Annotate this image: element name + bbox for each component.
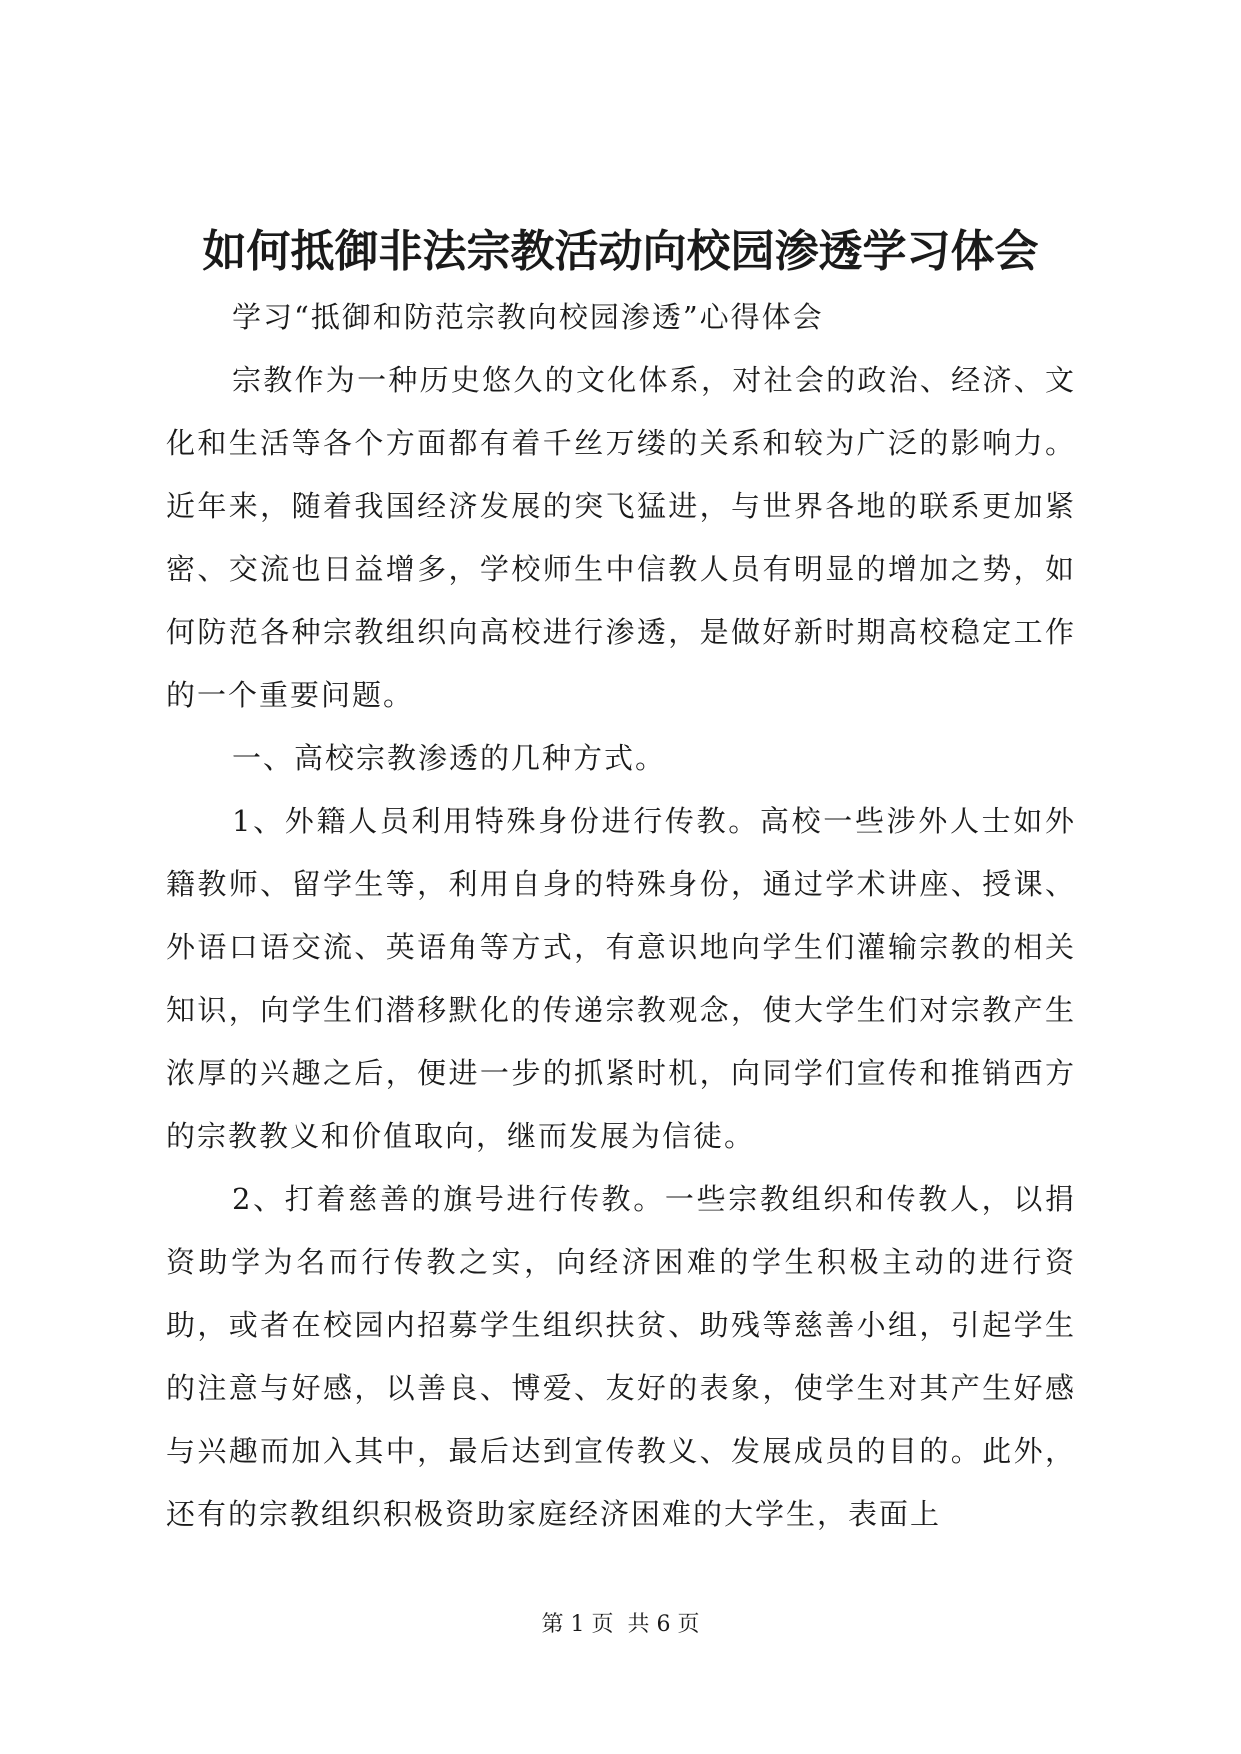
- section-heading: 一、高校宗教渗透的几种方式。: [232, 741, 667, 775]
- paragraph-item-1: 1、外籍人员利用特殊身份进行传教。高校一些涉外人士如外籍教师、留学生等，利用自身的特殊身份，通过学术讲座、授课、外语口语交流、英语角等方式，有意识地向学生们灌输宗教的相关知识，向学生们潜移默化的传递宗教观念，使大学生们对宗教产生浓厚的兴趣之后，便进一步的抓紧时机，向同学们宣传和推销西方的宗教教义和价值取向，继而发展为信徒。: [166, 804, 1076, 1153]
- paragraph-intro: 宗教作为一种历史悠久的文化体系，对社会的政治、经济、文化和生活等各个方面都有着千丝万缕的关系和较为广泛的影响力。近年来，随着我国经济发展的突飞猛进，与世界各地的联系更加紧密、交流也日益增多，学校师生中信教人员有明显的增加之势，如何防范各种宗教组织向高校进行渗透，是做好新时期高校稳定工作的一个重要问题。: [166, 363, 1076, 712]
- page-footer: [0, 1610, 1241, 1640]
- document-body: [166, 286, 1076, 1546]
- document-subtitle: 学习“抵御和防范宗教向校园渗透”心得体会: [232, 300, 824, 334]
- page-number: 第 1 页: [541, 1612, 614, 1637]
- paragraph-item-2: 2、打着慈善的旗号进行传教。一些宗教组织和传教人，以捐资助学为名而行传教之实，向经济困难的学生积极主动的进行资助，或者在校园内招募学生组织扶贫、助残等慈善小组，引起学生的注意与好感，以善良、博爱、友好的表象，使学生对其产生好感与兴趣而加入其中，最后达到宣传教义、发展成员的目的。此外，还有的宗教组织积极资助家庭经济困难的大学生，表面上: [166, 1182, 1076, 1531]
- document-title: 如何抵御非法宗教活动向校园渗透学习体会: [202, 226, 1039, 277]
- page-total: 共 6 页: [627, 1612, 700, 1637]
